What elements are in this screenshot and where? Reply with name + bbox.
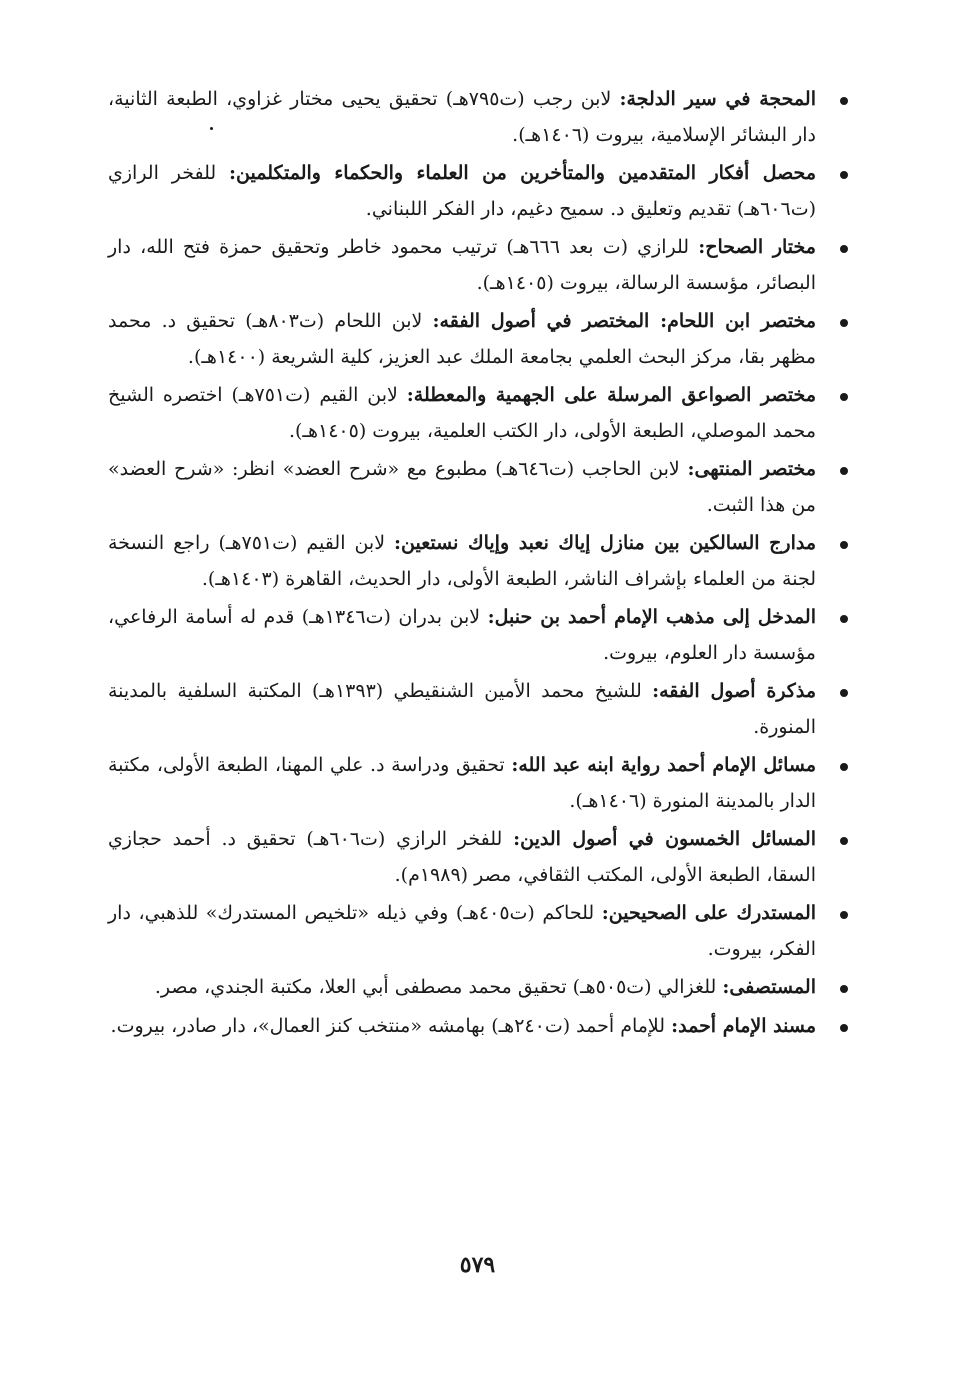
bibliography-list <box>108 82 848 1044</box>
bullet-icon <box>840 615 848 623</box>
entry-title: مختصر الصواعق المرسلة على الجهمية والمعطلة: <box>406 384 816 406</box>
entry-text: تحقيق ودراسة د. علي المهنا، الطبعة الأولى، مكتبة الدار بالمدينة المنورة (١٤٠٦هـ). <box>108 754 816 812</box>
entry-text: للغزالي (ت٥٠٥هـ) تحقيق محمد مصطفى أبي العلا، مكتبة الجندي، مصر. <box>154 976 723 998</box>
bibliography-entry <box>108 970 848 1006</box>
entry-title: مسند الإمام أحمد: <box>671 1014 816 1037</box>
entry-title: مدارج السالكين بين منازل إياك نعبد وإياك نستعين: <box>394 532 816 554</box>
entry-title: المستدرك على الصحيحين: <box>601 902 817 924</box>
entry-title: المسائل الخمسون في أصول الدين: <box>513 828 816 850</box>
bibliography-page <box>108 82 848 1047</box>
bibliography-entry <box>108 82 848 153</box>
entry-title: مختار الصحاح: <box>698 236 816 258</box>
bullet-icon <box>840 319 848 327</box>
bullet-icon <box>840 467 848 475</box>
entry-text: لابن بدران (ت١٣٤٦هـ) قدم له أسامة الرفاعي، مؤسسة دار العلوم، بيروت. <box>108 606 816 664</box>
entry-text: لابن رجب (ت٧٩٥هـ) تحقيق يحيى مختار غزاوي، الطبعة الثانية، دار البشائر الإسلامية، بيروت (١٤٠٦هـ). <box>108 88 816 146</box>
entry-title: مختصر ابن اللحام: المختصر في أصول الفقه: <box>432 310 817 332</box>
bibliography-entry <box>108 674 848 745</box>
entry-title: محصل أفكار المتقدمين والمتأخرين من العلماء والحكماء والمتكلمين: <box>229 162 816 184</box>
bibliography-entry <box>108 1009 848 1045</box>
entry-title: مذكرة أصول الفقه: <box>652 680 817 702</box>
bullet-icon <box>840 171 848 179</box>
bibliography-entry <box>108 600 848 671</box>
bullet-icon <box>840 763 848 771</box>
bullet-icon <box>840 541 848 549</box>
page-number: ٥٧٩ <box>459 1252 496 1278</box>
bibliography-entry <box>108 230 848 301</box>
bullet-icon <box>840 837 848 845</box>
entry-title: المستصفى: <box>722 976 816 998</box>
entry-text: للإمام أحمد (ت٢٤٠هـ) بهامشه «منتخب كنز العمال»، دار صادر، بيروت. <box>110 1014 672 1037</box>
entry-text: لابن القيم (ت٧٥١هـ) اختصره الشيخ محمد الموصلي، الطبعة الأولى، دار الكتب العلمية، بيروت (١٤٠٥هـ). <box>108 384 816 442</box>
bibliography-entry <box>108 822 848 893</box>
bibliography-entry <box>108 748 848 819</box>
bibliography-entry <box>108 526 848 597</box>
entry-text: للفخر الرازي (ت٦٠٦هـ) تقديم وتعليق د. سميح دغيم، دار الفكر اللبناني. <box>108 162 816 220</box>
entry-text: للرازي (ت بعد ٦٦٦هـ) ترتيب محمود خاطر وتحقيق حمزة فتح الله، دار البصائر، مؤسسة الرسالة، بيروت (١٤٠٥هـ). <box>108 236 816 294</box>
entry-text: لابن اللحام (ت٨٠٣هـ) تحقيق د. محمد مظهر بقا، مركز البحث العلمي بجامعة الملك عبد العزيز، كلية الشريعة (١٤٠٠هـ). <box>108 310 816 368</box>
bibliography-entry <box>108 896 848 967</box>
bullet-icon <box>840 985 848 993</box>
entry-title: المدخل إلى مذهب الإمام أحمد بن حنبل: <box>487 606 816 628</box>
bibliography-entry <box>108 452 848 523</box>
entry-text: لابن القيم (ت٧٥١هـ) راجع النسخة لجنة من العلماء بإشراف الناشر، الطبعة الأولى، دار الحديث، القاهرة (١٤٠٣هـ). <box>108 532 816 590</box>
bibliography-entry <box>108 156 848 227</box>
entry-text: للشيخ محمد الأمين الشنقيطي (١٣٩٣هـ) المكتبة السلفية بالمدينة المنورة. <box>108 680 816 738</box>
entry-text: للفخر الرازي (ت٦٠٦هـ) تحقيق د. أحمد حجازي السقا، الطبعة الأولى، المكتب الثقافي، مصر (١٩٨٩م). <box>108 828 816 886</box>
entry-title: مختصر المنتهى: <box>687 458 816 480</box>
bullet-icon <box>840 689 848 697</box>
bibliography-entry <box>108 304 848 375</box>
bibliography-entry <box>108 378 848 449</box>
bullet-icon <box>840 245 848 253</box>
bullet-icon <box>840 393 848 401</box>
bullet-icon <box>840 911 848 919</box>
entry-text: للحاكم (ت٤٠٥هـ) وفي ذيله «تلخيص المستدرك» للذهبي، دار الفكر، بيروت. <box>108 902 816 960</box>
entry-title: مسائل الإمام أحمد رواية ابنه عبد الله: <box>511 754 816 776</box>
entry-text: لابن الحاجب (ت٦٤٦هـ) مطبوع مع «شرح العضد» انظر: «شرح العضد» من هذا الثبت. <box>108 458 816 516</box>
entry-title: المحجة في سير الدلجة: <box>619 88 816 110</box>
bullet-icon <box>840 97 848 105</box>
bullet-icon <box>840 1024 848 1032</box>
